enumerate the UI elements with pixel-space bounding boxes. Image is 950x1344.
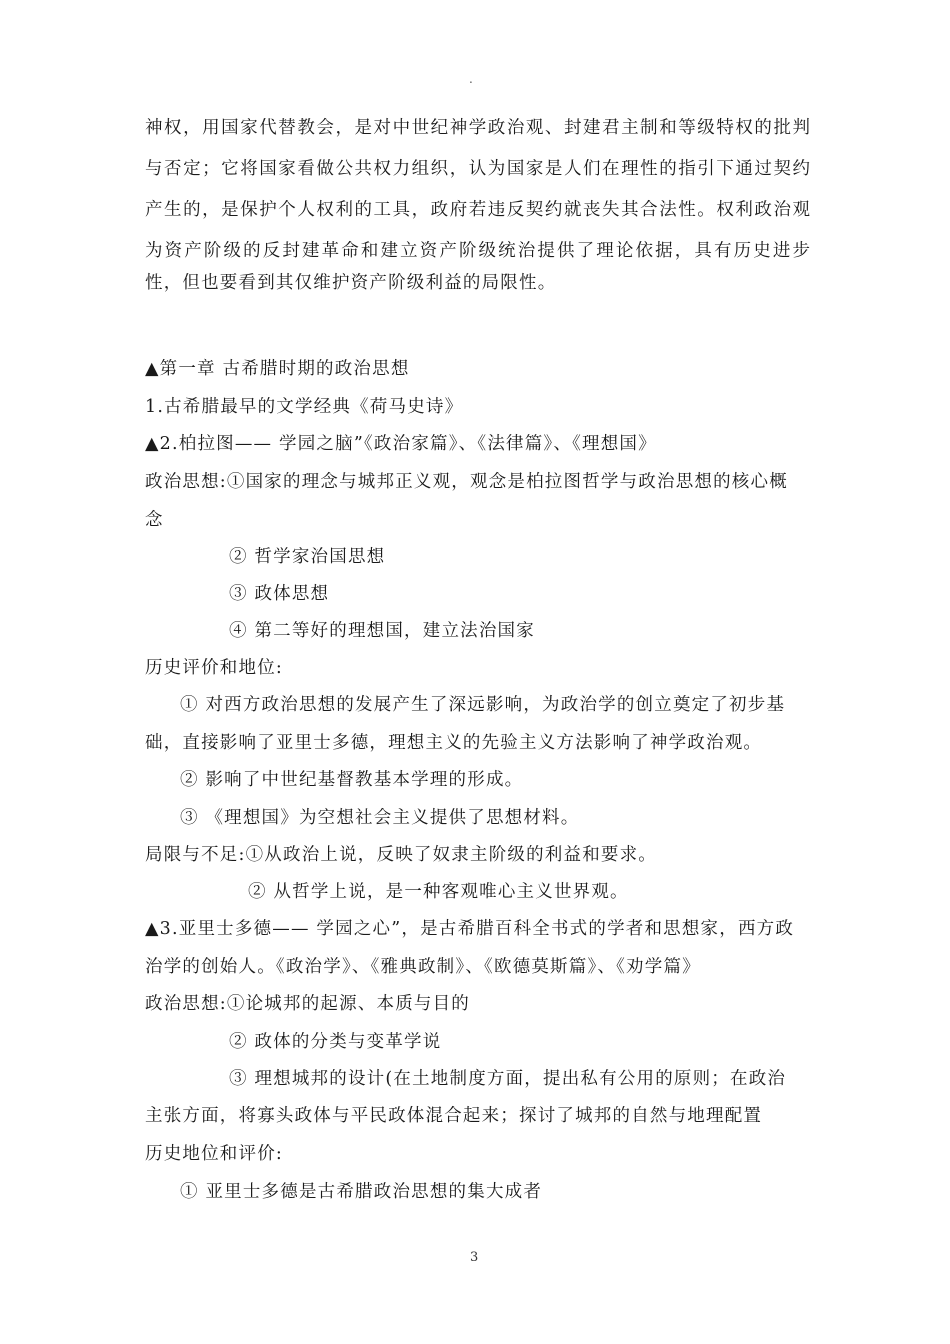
aristotle-eval-heading: 历史地位和评价:	[145, 1144, 283, 1164]
aristotle-thought-3b: 主张方面，将寡头政体与平民政体混合起来；探讨了城邦的自然与地理配置	[145, 1106, 763, 1126]
intro-line-4: 为资产阶级的反封建革命和建立资产阶级统治提供了理论依据，具有历史进步	[145, 241, 810, 261]
plato-limit-1: 局限与不足:①从政治上说，反映了奴隶主阶级的利益和要求。	[145, 845, 657, 865]
plato-thought-1-cont: 念	[145, 510, 164, 530]
aristotle-thought-3a: ③ 理想城邦的设计(在土地制度方面，提出私有公用的原则；在政治	[229, 1069, 787, 1089]
plato-eval-1a: ① 对西方政治思想的发展产生了深远影响，为政治学的创立奠定了初步基	[180, 695, 786, 715]
plato-heading: ▲2.柏拉图—— 学园之脑”《政治家篇》、《法律篇》、《理想国》	[145, 434, 657, 454]
intro-line-2: 与否定；它将国家看做公共权力组织，认为国家是人们在理性的指引下通过契约	[145, 159, 810, 179]
page-number: 3	[470, 1250, 479, 1265]
plato-eval-heading: 历史评价和地位:	[145, 658, 283, 678]
plato-eval-1b: 础，直接影响了亚里士多德，理想主义的先验主义方法影响了神学政治观。	[145, 733, 763, 753]
intro-line-1: 神权，用国家代替教会，是对中世纪神学政治观、封建君主制和等级特权的批判	[145, 118, 810, 138]
plato-eval-3: ③ 《理想国》为空想社会主义提供了思想材料。	[180, 808, 580, 828]
aristotle-thought-2: ② 政体的分类与变革学说	[229, 1032, 442, 1052]
aristotle-eval-1: ① 亚里士多德是古希腊政治思想的集大成者	[180, 1182, 543, 1202]
plato-thought-4: ④ 第二等好的理想国，建立法治国家	[229, 621, 535, 641]
aristotle-heading-b: 治学的创始人。《政治学》、《雅典政制》、《欧德莫斯篇》、《劝学篇》	[145, 957, 701, 977]
aristotle-heading-a: ▲3.亚里士多德—— 学园之心”，是古希腊百科全书式的学者和思想家，西方政	[145, 919, 795, 939]
section-1: 1.古希腊最早的文学经典《荷马史诗》	[145, 397, 464, 417]
aristotle-thought-1: 政治思想:①论城邦的起源、本质与目的	[145, 994, 470, 1014]
plato-thought-3: ③ 政体思想	[229, 584, 330, 604]
plato-thought-1: 政治思想:①国家的理念与城邦正义观，观念是柏拉图哲学与政治思想的核心概	[145, 472, 788, 492]
header-mark: .	[469, 72, 473, 86]
chapter-title: ▲第一章 古希腊时期的政治思想	[145, 359, 410, 379]
intro-line-3: 产生的，是保护个人权利的工具，政府若违反契约就丧失其合法性。权利政治观	[145, 200, 810, 220]
plato-limit-2: ② 从哲学上说，是一种客观唯心主义世界观。	[248, 882, 629, 902]
plato-eval-2: ② 影响了中世纪基督教基本学理的形成。	[180, 770, 524, 790]
plato-thought-2: ② 哲学家治国思想	[229, 547, 386, 567]
intro-line-5: 性，但也要看到其仅维护资产阶级利益的局限性。	[145, 273, 557, 293]
